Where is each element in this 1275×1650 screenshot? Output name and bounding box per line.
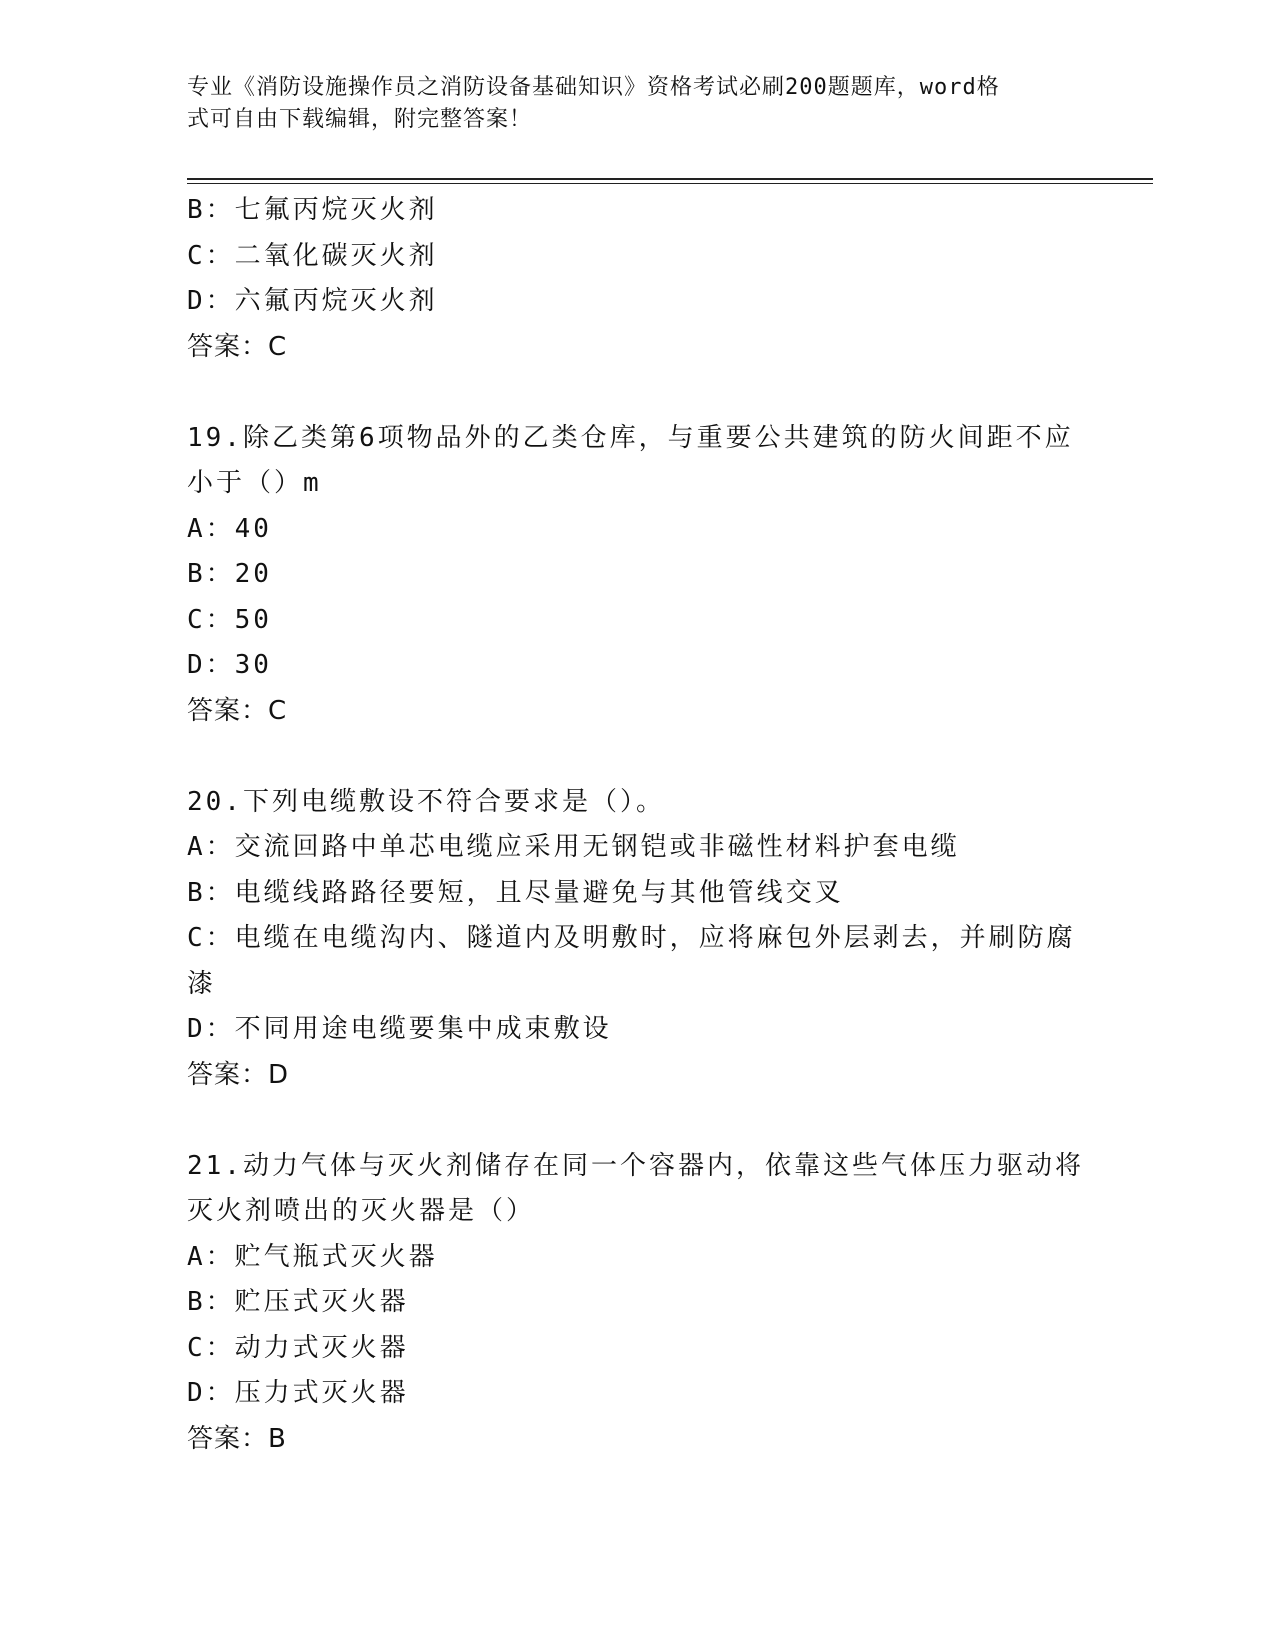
option-a: A：贮气瓶式灭火器 (187, 1241, 438, 1272)
question-20 (187, 780, 1087, 1099)
spacer (187, 370, 1087, 416)
option-c: C：动力式灭火器 (187, 1332, 409, 1363)
option-b: B：贮压式灭火器 (187, 1287, 409, 1317)
option-c: C：电缆在电缆沟内、隧道内及明敷时，应将麻包外层剥去，并刷防腐 (187, 923, 1076, 953)
option-a: A：40 (187, 513, 272, 544)
option-b: B：电缆线路路径要短，且尽量避免与其他管线交叉 (187, 877, 844, 908)
option-d: D：六氟丙烷灭火剂 (187, 286, 438, 316)
option-b: B：七氟丙烷灭火剂 (187, 195, 438, 225)
question-19 (187, 416, 1087, 735)
option-b: B：20 (187, 559, 272, 589)
answer: 答案：D (187, 1059, 290, 1090)
question-stem: 21.动力气体与灭火剂储存在同一个容器内，依靠这些气体压力驱动将 (187, 1150, 1084, 1181)
question-stem: 20.下列电缆敷设不符合要求是（）。 (187, 786, 665, 817)
question-list (187, 188, 1087, 1462)
option-a: A：交流回路中单芯电缆应采用无钢铠或非磁性材料护套电缆 (187, 832, 960, 862)
option-d: D：30 (187, 650, 272, 680)
answer: 答案：B (187, 1423, 287, 1454)
question-stem-continued: 灭火剂喷出的灭火器是（） (187, 1196, 536, 1226)
option-d: D：压力式灭火器 (187, 1378, 409, 1408)
header-divider-thin (187, 183, 1153, 184)
question-21 (187, 1144, 1087, 1463)
header-line-1: 专业《消防设施操作员之消防设备基础知识》资格考试必刷200题题库，word格 (187, 75, 1000, 100)
document-header (187, 72, 1067, 136)
question-18 (187, 188, 1087, 370)
option-c: C：50 (187, 604, 272, 635)
spacer (187, 734, 1087, 780)
question-stem-continued: 小于（）m (187, 468, 322, 498)
option-c: C：二氧化碳灭火剂 (187, 240, 438, 271)
question-stem: 19.除乙类第6项物品外的乙类仓库，与重要公共建筑的防火间距不应 (187, 422, 1074, 453)
option-c-continued: 漆 (187, 968, 217, 999)
header-divider-thick (187, 178, 1153, 180)
answer: 答案：C (187, 695, 288, 726)
spacer (187, 1098, 1087, 1144)
header-line-2: 式可自由下载编辑，附完整答案！ (187, 107, 533, 132)
answer: 答案：C (187, 331, 288, 362)
option-d: D：不同用途电缆要集中成束敷设 (187, 1014, 612, 1044)
